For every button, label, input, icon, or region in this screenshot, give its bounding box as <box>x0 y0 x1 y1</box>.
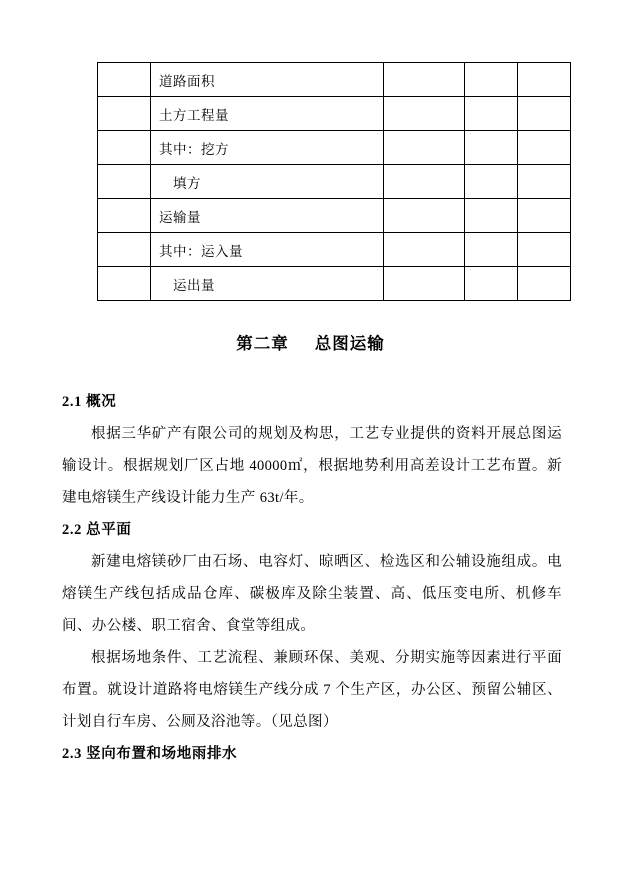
table-cell-b <box>465 63 518 97</box>
table-cell-label: 其中：运入量 <box>151 233 384 267</box>
table-cell-b <box>465 131 518 165</box>
table-cell-num <box>98 267 151 301</box>
table-cell-c <box>518 165 571 199</box>
table-row <box>98 267 571 301</box>
table-cell-label: 其中：挖方 <box>151 131 384 165</box>
table-cell-label: 运输量 <box>151 199 384 233</box>
table-row <box>98 165 571 199</box>
table-cell-label: 土方工程量 <box>151 97 384 131</box>
table-cell-num <box>98 233 151 267</box>
chapter-number: 第二章 <box>236 334 289 353</box>
table-cell-c <box>518 63 571 97</box>
table-row <box>98 233 571 267</box>
table-cell-b <box>465 233 518 267</box>
table-cell-a <box>384 131 465 165</box>
table-cell-c <box>518 233 571 267</box>
table-cell-label: 道路面积 <box>151 63 384 97</box>
table-cell-c <box>518 199 571 233</box>
section-2-2-paragraph-2: 根据场地条件、工艺流程、兼顾环保、美观、分期实施等因素进行平面布置。就设计道路将电熔镁生产线分成 7 个生产区，办公区、预留公辅区、计划自行车房、公厕及浴池等。（见总图） <box>62 650 562 730</box>
table-cell-b <box>465 97 518 131</box>
table-cell-a <box>384 267 465 301</box>
section-2-2-paragraph-1: 新建电熔镁砂厂由石场、电容灯、晾晒区、检选区和公辅设施组成。电熔镁生产线包括成品仓库、碳极库及除尘装置、高、低压变电所、机修车间、办公楼、职工宿舍、食堂等组成。 <box>62 554 562 634</box>
table-cell-b <box>465 165 518 199</box>
table-cell-a <box>384 233 465 267</box>
chapter-title <box>0 330 621 354</box>
table-cell-b <box>465 199 518 233</box>
table-cell-a <box>384 165 465 199</box>
table-cell-c <box>518 267 571 301</box>
table-row <box>98 97 571 131</box>
table-row <box>98 199 571 233</box>
table-body <box>98 63 571 301</box>
table-cell-a <box>384 63 465 97</box>
document-body <box>62 386 562 770</box>
table-row <box>98 131 571 165</box>
table-cell-num <box>98 131 151 165</box>
section-heading-2-2: 2.2 总平面 <box>62 522 132 538</box>
quantities-table <box>97 62 571 301</box>
table-cell-b <box>465 267 518 301</box>
table-cell-label: 运出量 <box>151 267 384 301</box>
table-cell-c <box>518 131 571 165</box>
table-cell-num <box>98 165 151 199</box>
table-cell-num <box>98 63 151 97</box>
chapter-name: 总图运输 <box>314 334 385 353</box>
table-cell-num <box>98 199 151 233</box>
table-cell-a <box>384 199 465 233</box>
section-heading-2-1: 2.1 概况 <box>62 394 117 410</box>
section-2-1-paragraph-1: 根据三华矿产有限公司的规划及构思，工艺专业提供的资料开展总图运输设计。根据规划厂区占地 40000㎡，根据地势利用高差设计工艺布置。新建电熔镁生产线设计能力生产 63t/年。 <box>62 426 562 506</box>
quantities-table-container <box>97 62 525 301</box>
table-cell-label: 填方 <box>151 165 384 199</box>
table-cell-a <box>384 97 465 131</box>
table-row <box>98 63 571 97</box>
table-cell-num <box>98 97 151 131</box>
section-heading-2-3: 2.3 竖向布置和场地雨排水 <box>62 746 238 762</box>
table-cell-c <box>518 97 571 131</box>
